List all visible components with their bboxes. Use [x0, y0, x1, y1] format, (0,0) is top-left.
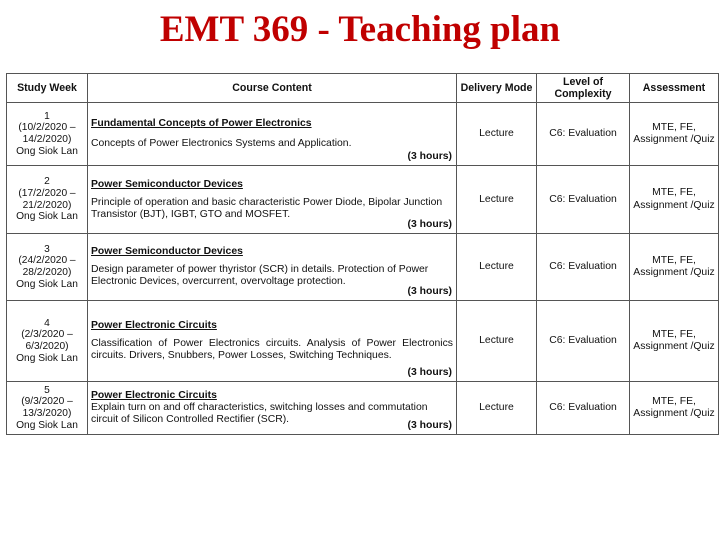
page-title: EMT 369 - Teaching plan: [159, 9, 561, 50]
week-cell: [7, 234, 88, 301]
topic-description: Principle of operation and basic characteristic Power Diode, Bipolar Junction Transistor (BJT), IGBT, GTO and MOSFET.: [91, 196, 443, 220]
header-delivery-mode: Delivery Mode: [457, 74, 537, 103]
topic-title: Power Electronic Circuits: [91, 320, 217, 331]
topic-title: Power Semiconductor Devices: [91, 246, 243, 257]
week-number: 3: [44, 243, 50, 255]
week-lecturer: Ong Siok Lan: [16, 211, 78, 223]
week-dates: (2/3/2020 – 6/3/2020): [21, 329, 73, 352]
teaching-plan-table: [6, 73, 719, 435]
week-number: 5: [44, 384, 50, 396]
week-cell: [7, 103, 88, 166]
table-header-row: [7, 74, 719, 103]
assessment-cell: MTE, FE, Assignment /Quiz: [630, 301, 719, 382]
content-cell: [88, 301, 457, 382]
content-cell: [88, 234, 457, 301]
week-dates: (10/2/2020 – 14/2/2020): [18, 122, 76, 145]
header-study-week: Study Week: [7, 74, 88, 103]
table-row: [7, 301, 719, 382]
week-lecturer: Ong Siok Lan: [16, 145, 78, 157]
week-dates: (9/3/2020 – 13/3/2020): [21, 396, 73, 419]
header-course-content: Course Content: [88, 74, 457, 103]
week-number: 2: [44, 176, 50, 188]
week-lecturer: Ong Siok Lan: [16, 352, 78, 364]
assessment-cell: MTE, FE, Assignment /Quiz: [630, 103, 719, 166]
delivery-mode-cell: Lecture: [457, 103, 537, 166]
week-lecturer: Ong Siok Lan: [16, 278, 78, 290]
topic-description: Classification of Power Electronics circuits. Analysis of Power Electronics circuits. Drivers, Snubbers, Power Losses, Switching Techniques.: [91, 338, 453, 361]
content-cell: [88, 103, 457, 166]
topic-description: Concepts of Power Electronics Systems and Application.: [91, 138, 352, 149]
topic-title: Power Semiconductor Devices: [91, 178, 243, 190]
assessment-cell: MTE, FE, Assignment /Quiz: [630, 166, 719, 234]
table-row: [7, 166, 719, 234]
topic-description: Explain turn on and off characteristics, switching losses and commutation circuit of Silicon Controlled Rectifier (SCR).: [91, 402, 428, 425]
topic-hours: (3 hours): [407, 219, 452, 230]
delivery-mode-cell: Lecture: [457, 301, 537, 382]
complexity-cell: C6: Evaluation: [537, 301, 630, 382]
assessment-cell: MTE, FE, Assignment /Quiz: [630, 382, 719, 435]
complexity-cell: C6: Evaluation: [537, 234, 630, 301]
content-cell: [88, 166, 457, 234]
table-row: [7, 234, 719, 301]
topic-description: Design parameter of power thyristor (SCR) in details. Protection of Power Electronic Devices, overcurrent, overvoltage protection.: [91, 264, 429, 287]
delivery-mode-cell: Lecture: [457, 234, 537, 301]
table-row: [7, 382, 719, 435]
topic-hours: (3 hours): [407, 420, 452, 431]
week-dates: (17/2/2020 – 21/2/2020): [18, 187, 76, 211]
topic-hours: (3 hours): [407, 367, 452, 378]
week-lecturer: Ong Siok Lan: [16, 419, 78, 431]
week-cell: [7, 166, 88, 234]
complexity-cell: C6: Evaluation: [537, 382, 630, 435]
header-assessment: Assessment: [630, 74, 719, 103]
content-cell: [88, 382, 457, 435]
assessment-cell: MTE, FE, Assignment /Quiz: [630, 234, 719, 301]
table-row: [7, 103, 719, 166]
delivery-mode-cell: Lecture: [457, 382, 537, 435]
week-dates: (24/2/2020 – 28/2/2020): [18, 255, 76, 278]
complexity-cell: C6: Evaluation: [537, 166, 630, 234]
delivery-mode-cell: Lecture: [457, 166, 537, 234]
week-number: 4: [44, 317, 50, 329]
week-cell: [7, 382, 88, 435]
week-cell: [7, 301, 88, 382]
topic-hours: (3 hours): [407, 286, 452, 297]
topic-hours: (3 hours): [407, 151, 452, 162]
complexity-cell: C6: Evaluation: [537, 103, 630, 166]
topic-title: Power Electronic Circuits: [91, 390, 217, 401]
topic-title: Fundamental Concepts of Power Electronics: [91, 118, 312, 129]
header-level-of-complexity: Level of Complexity: [537, 74, 630, 103]
week-number: 1: [44, 110, 50, 122]
